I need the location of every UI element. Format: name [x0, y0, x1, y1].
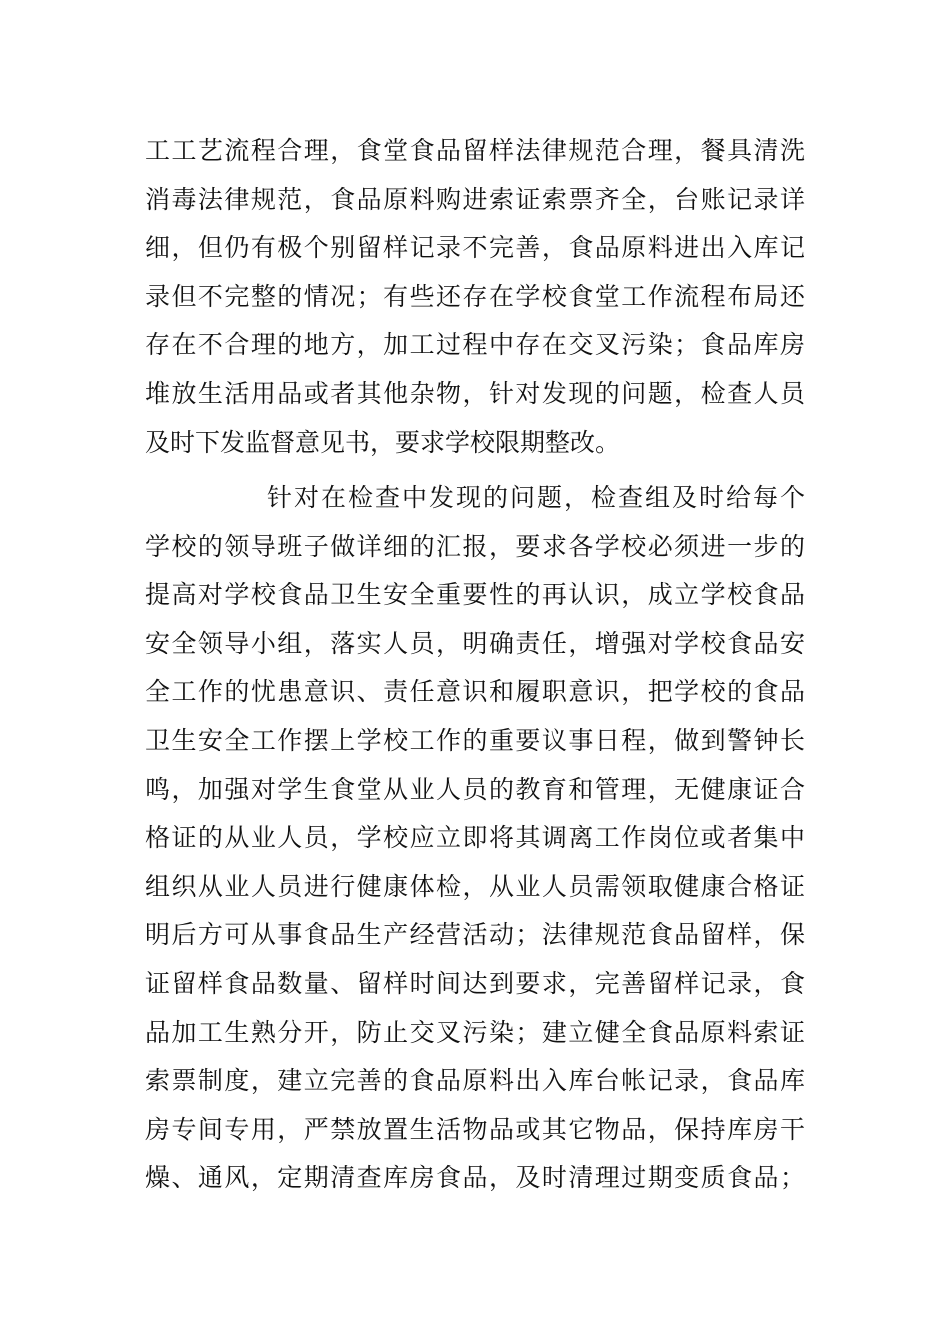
- paragraph-line: 燥、通风，定期清查库房食品，及时清理过期变质食品；: [145, 1163, 805, 1193]
- paragraph-line: 存在不合理的地方，加工过程中存在交叉污染；食品库房: [145, 330, 805, 360]
- paragraph-line: 索票制度，建立完善的食品原料出入库台帐记录，食品库: [145, 1066, 805, 1096]
- paragraph-line: 房专间专用，严禁放置生活物品或其它物品，保持库房干: [145, 1114, 805, 1144]
- paragraph-line: 安全领导小组，落实人员，明确责任，增强对学校食品安: [145, 628, 805, 658]
- paragraph-line: 鸣，加强对学生食堂从业人员的教育和管理，无健康证合: [145, 774, 805, 804]
- paragraph-line: 提高对学校食品卫生安全重要性的再认识，成立学校食品: [145, 580, 805, 610]
- paragraph-line: 消毒法律规范，食品原料购进索证索票齐全，台账记录详: [145, 184, 805, 214]
- paragraph-line: 录但不完整的情况；有些还存在学校食堂工作流程布局还: [145, 281, 805, 311]
- paragraph-line: 全工作的忧患意识、责任意识和履职意识，把学校的食品: [145, 677, 805, 707]
- paragraph-line: 及时下发监督意见书，要求学校限期整改。: [145, 427, 621, 457]
- paragraph-line: 学校的领导班子做详细的汇报，要求各学校必须进一步的: [145, 531, 805, 561]
- paragraph-line: 证留样食品数量、留样时间达到要求，完善留样记录，食: [145, 968, 805, 998]
- paragraph-line: 工工艺流程合理，食堂食品留样法律规范合理，餐具清洗: [145, 136, 805, 165]
- paragraph-line: 细，但仍有极个别留样记录不完善，食品原料进出入库记: [145, 233, 805, 263]
- paragraph-line: 组织从业人员进行健康体检，从业人员需领取健康合格证: [145, 871, 805, 901]
- paragraph-line: 卫生安全工作摆上学校工作的重要议事日程，做到警钟长: [145, 725, 805, 755]
- paragraph-line: 堆放生活用品或者其他杂物，针对发现的问题，检查人员: [145, 378, 805, 408]
- paragraph-1: [145, 127, 805, 467]
- paragraph-line: 针对在检查中发现的问题，检查组及时给每个: [267, 483, 805, 512]
- paragraph-line: 明后方可从事食品生产经营活动；法律规范食品留样，保: [145, 920, 805, 950]
- paragraph-line: 格证的从业人员，学校应立即将其调离工作岗位或者集中: [145, 823, 805, 853]
- paragraph-2: [145, 474, 805, 1203]
- paragraph-line: 品加工生熟分开，防止交叉污染；建立健全食品原料索证: [145, 1017, 805, 1047]
